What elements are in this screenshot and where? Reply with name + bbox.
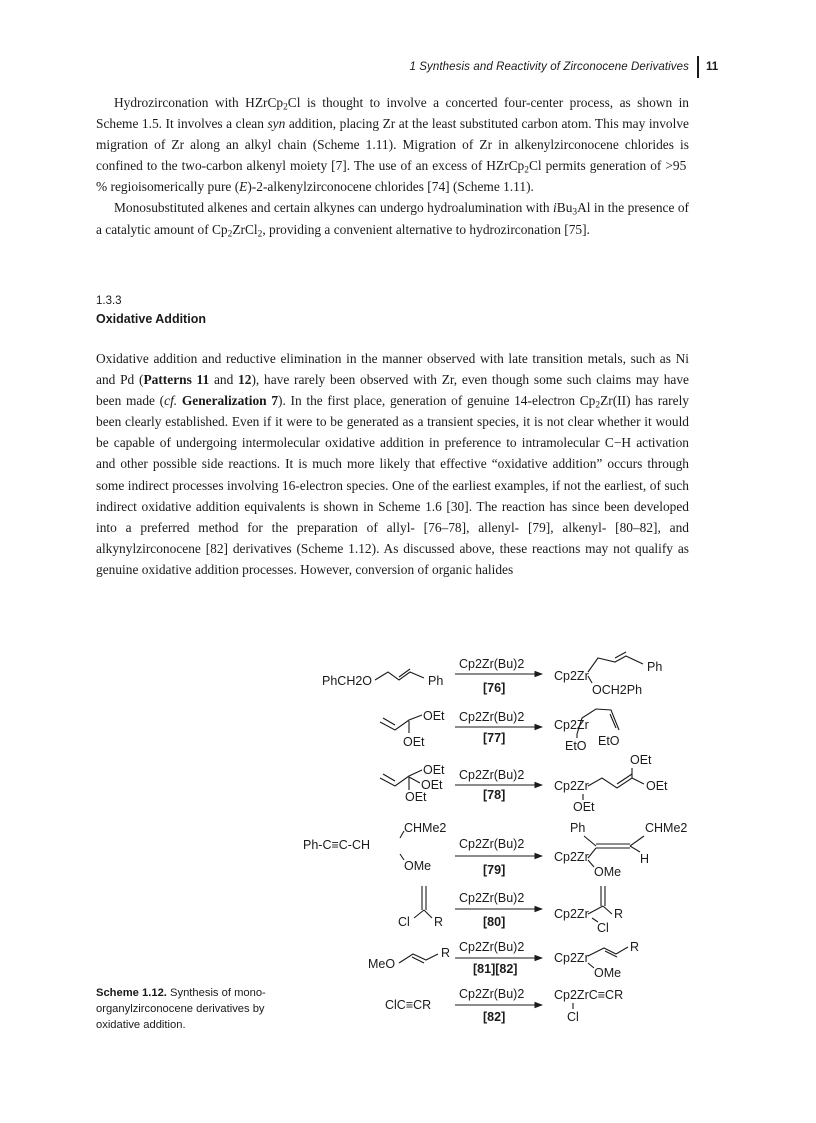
substrate-7: ClC≡CR [385, 998, 432, 1012]
reagent-3: Cp2Zr(Bu)2 [459, 768, 525, 782]
substrate-2-group-b: OEt [403, 735, 425, 749]
product-4-bond-chme2 [630, 836, 644, 846]
scheme-caption [96, 985, 301, 1033]
reagent-4: Cp2Zr(Bu)2 [459, 837, 525, 851]
product-5-group-b: Cl [597, 921, 609, 935]
reagent-7: Cp2Zr(Bu)2 [459, 987, 525, 1001]
substrate-4-group-b: OMe [404, 859, 432, 873]
substrate-6-group-b: R [441, 946, 451, 960]
ref-3: [78] [483, 788, 506, 802]
section-number: 1.3.3 [96, 295, 122, 307]
product-1-chain [588, 656, 643, 672]
product-4-group-c: H [640, 852, 650, 866]
reaction-6 [368, 940, 639, 980]
product-7-group-a: Cl [567, 1010, 579, 1024]
ref-6: [81][82] [473, 962, 518, 976]
substrate-3-chain [380, 770, 422, 786]
ref-4: [79] [483, 863, 506, 877]
reaction-3 [380, 753, 668, 814]
reagent-5: Cp2Zr(Bu)2 [459, 891, 525, 905]
reaction-7 [385, 987, 623, 1024]
reagent-6: Cp2Zr(Bu)2 [459, 940, 525, 954]
product-5-metal: Cp2Zr [554, 907, 589, 921]
substrate-2-group-a: OEt [423, 709, 445, 723]
product-2-group-a: EtO [565, 739, 587, 753]
paragraph-hydroalumination: Monosubstituted alkenes and certain alkynes can undergo hydroalumination with iBu$_3$Al in the presence of a catalytic amount of $Cp_2ZrCl_2$, providing a convenient alternative to hydrozirconation [75]. [96, 200, 690, 239]
substrate-3-bond-b [409, 777, 420, 783]
product-6-metal: Cp2Zr [554, 951, 589, 965]
caption-label: Scheme 1.12. [96, 987, 167, 999]
substrate-5-bond-cl [414, 910, 424, 918]
product-5-bond-r [603, 906, 612, 914]
product-1-group-a: Ph [647, 660, 663, 674]
product-1-metal: Cp2Zr [554, 669, 589, 683]
page-number: 11 [706, 61, 719, 73]
ref-1: [76] [483, 681, 506, 695]
substrate-6-group-a: MeO [368, 957, 396, 971]
substrate-3-group-c: OEt [405, 790, 427, 804]
reaction-2 [380, 709, 620, 753]
product-4-bond-h [630, 846, 640, 852]
product-4-group-b: CHMe2 [645, 821, 688, 835]
reagent-2: Cp2Zr(Bu)2 [459, 710, 525, 724]
product-3-group-c: OEt [573, 800, 595, 814]
ref-2: [77] [483, 731, 506, 745]
product-6-chain [588, 947, 628, 956]
ref-5: [80] [483, 915, 506, 929]
product-4-metal: Cp2Zr [554, 850, 589, 864]
product-5-group-a: R [614, 907, 624, 921]
substrate-1-group-a: PhCH2O [322, 674, 373, 688]
ref-7: [82] [483, 1010, 506, 1024]
product-5-bond-zr [588, 906, 603, 914]
substrate-5-group-a: Cl [398, 915, 410, 929]
substrate-1-group-b: Ph [428, 674, 444, 688]
product-4-bond-zr [588, 848, 596, 858]
section-title: Oxidative Addition [96, 312, 206, 326]
caption-text: Synthesis of mono-organylzirconocene derivatives by oxidative addition. [96, 987, 266, 1031]
product-4-bond-ph [584, 836, 596, 846]
reaction-1 [322, 652, 662, 697]
product-3-group-b: OEt [646, 779, 668, 793]
running-head: 1 Synthesis and Reactivity of Zirconocene Derivatives [409, 61, 689, 73]
product-7-main: Cp2ZrC≡CR [554, 988, 624, 1002]
product-2-group-b: EtO [598, 734, 620, 748]
substrate-2-chain [380, 715, 422, 730]
product-3-metal: Cp2Zr [554, 779, 589, 793]
product-3-chain [588, 778, 644, 788]
product-3-group-a: OEt [630, 753, 652, 767]
substrate-5-group-b: R [434, 915, 444, 929]
substrate-3-group-a: OEt [423, 763, 445, 777]
product-1-group-b: OCH2Ph [592, 683, 643, 697]
paragraph-oxidative-addition: Oxidative addition and reductive elimination in the manner observed with late transition metals, such as Ni and Pd (Patterns 11 and 12), have rarely been observed with Zr, even though some such claims may have been made (cf. Generalization 7). In the first place, generation of genuine 14-electron $Cp_2Zr(II)$ has rarely been clearly established. Even if it were to be generated as a transient species, it is not clear whether it would be capable of undergoing intermolecular oxidative addition in preference to intramolecular C−H activation and other possible side reactions. It is much more likely that effective “oxidative addition” occurs through some indirect processes involving 16-electron species. One of the earliest examples, if not the earliest, of such indirect oxidative addition equivalents is shown in Scheme 1.6 [30]. The reaction has since been developed into a preferred method for the preparation of allyl- [76–78], allenyl- [79], alkenyl- [80–82], and alkynylzirconocene [82] derivatives (Scheme 1.12). As discussed above, these reactions may not qualify as genuine oxidative addition processes. However, conversion of organic halides [96, 351, 690, 577]
product-6-group-a: R [630, 940, 640, 954]
reaction-4 [303, 821, 687, 879]
paragraph-hydrozirconation: Hydrozirconation with HZrCp$_2$Cl is thought to involve a concerted four-center process, as shown in Scheme 1.5. It involves a clean syn addition, placing Zr at the least substituted carbon atom. This may involve migration of Zr along an alkyl chain (Scheme 1.11). Migration of Zr in alkenylzirconocene chlorides is confined to the two-carbon alkenyl moiety [7]. The use of an excess of HZrCp$_2$Cl permits generation of >95 % regioisomerically pure (E)-2-alkenylzirconocene chlorides [74] (Scheme 1.11). [96, 95, 690, 195]
product-4-group-d: OMe [594, 865, 622, 879]
reagent-1: Cp2Zr(Bu)2 [459, 657, 525, 671]
substrate-4-group-a: CHMe2 [404, 821, 447, 835]
product-6-group-b: OMe [594, 966, 622, 980]
substrate-5-bond-r [424, 910, 432, 918]
substrate-6-chain [399, 954, 438, 963]
substrate-3-group-b: OEt [421, 778, 443, 792]
reaction-5 [398, 886, 623, 935]
substrate-4-chain-label: Ph-C≡C-CH [303, 838, 371, 852]
product-4-group-a: Ph [570, 821, 586, 835]
product-2-metal: Cp2Zr [554, 718, 589, 732]
